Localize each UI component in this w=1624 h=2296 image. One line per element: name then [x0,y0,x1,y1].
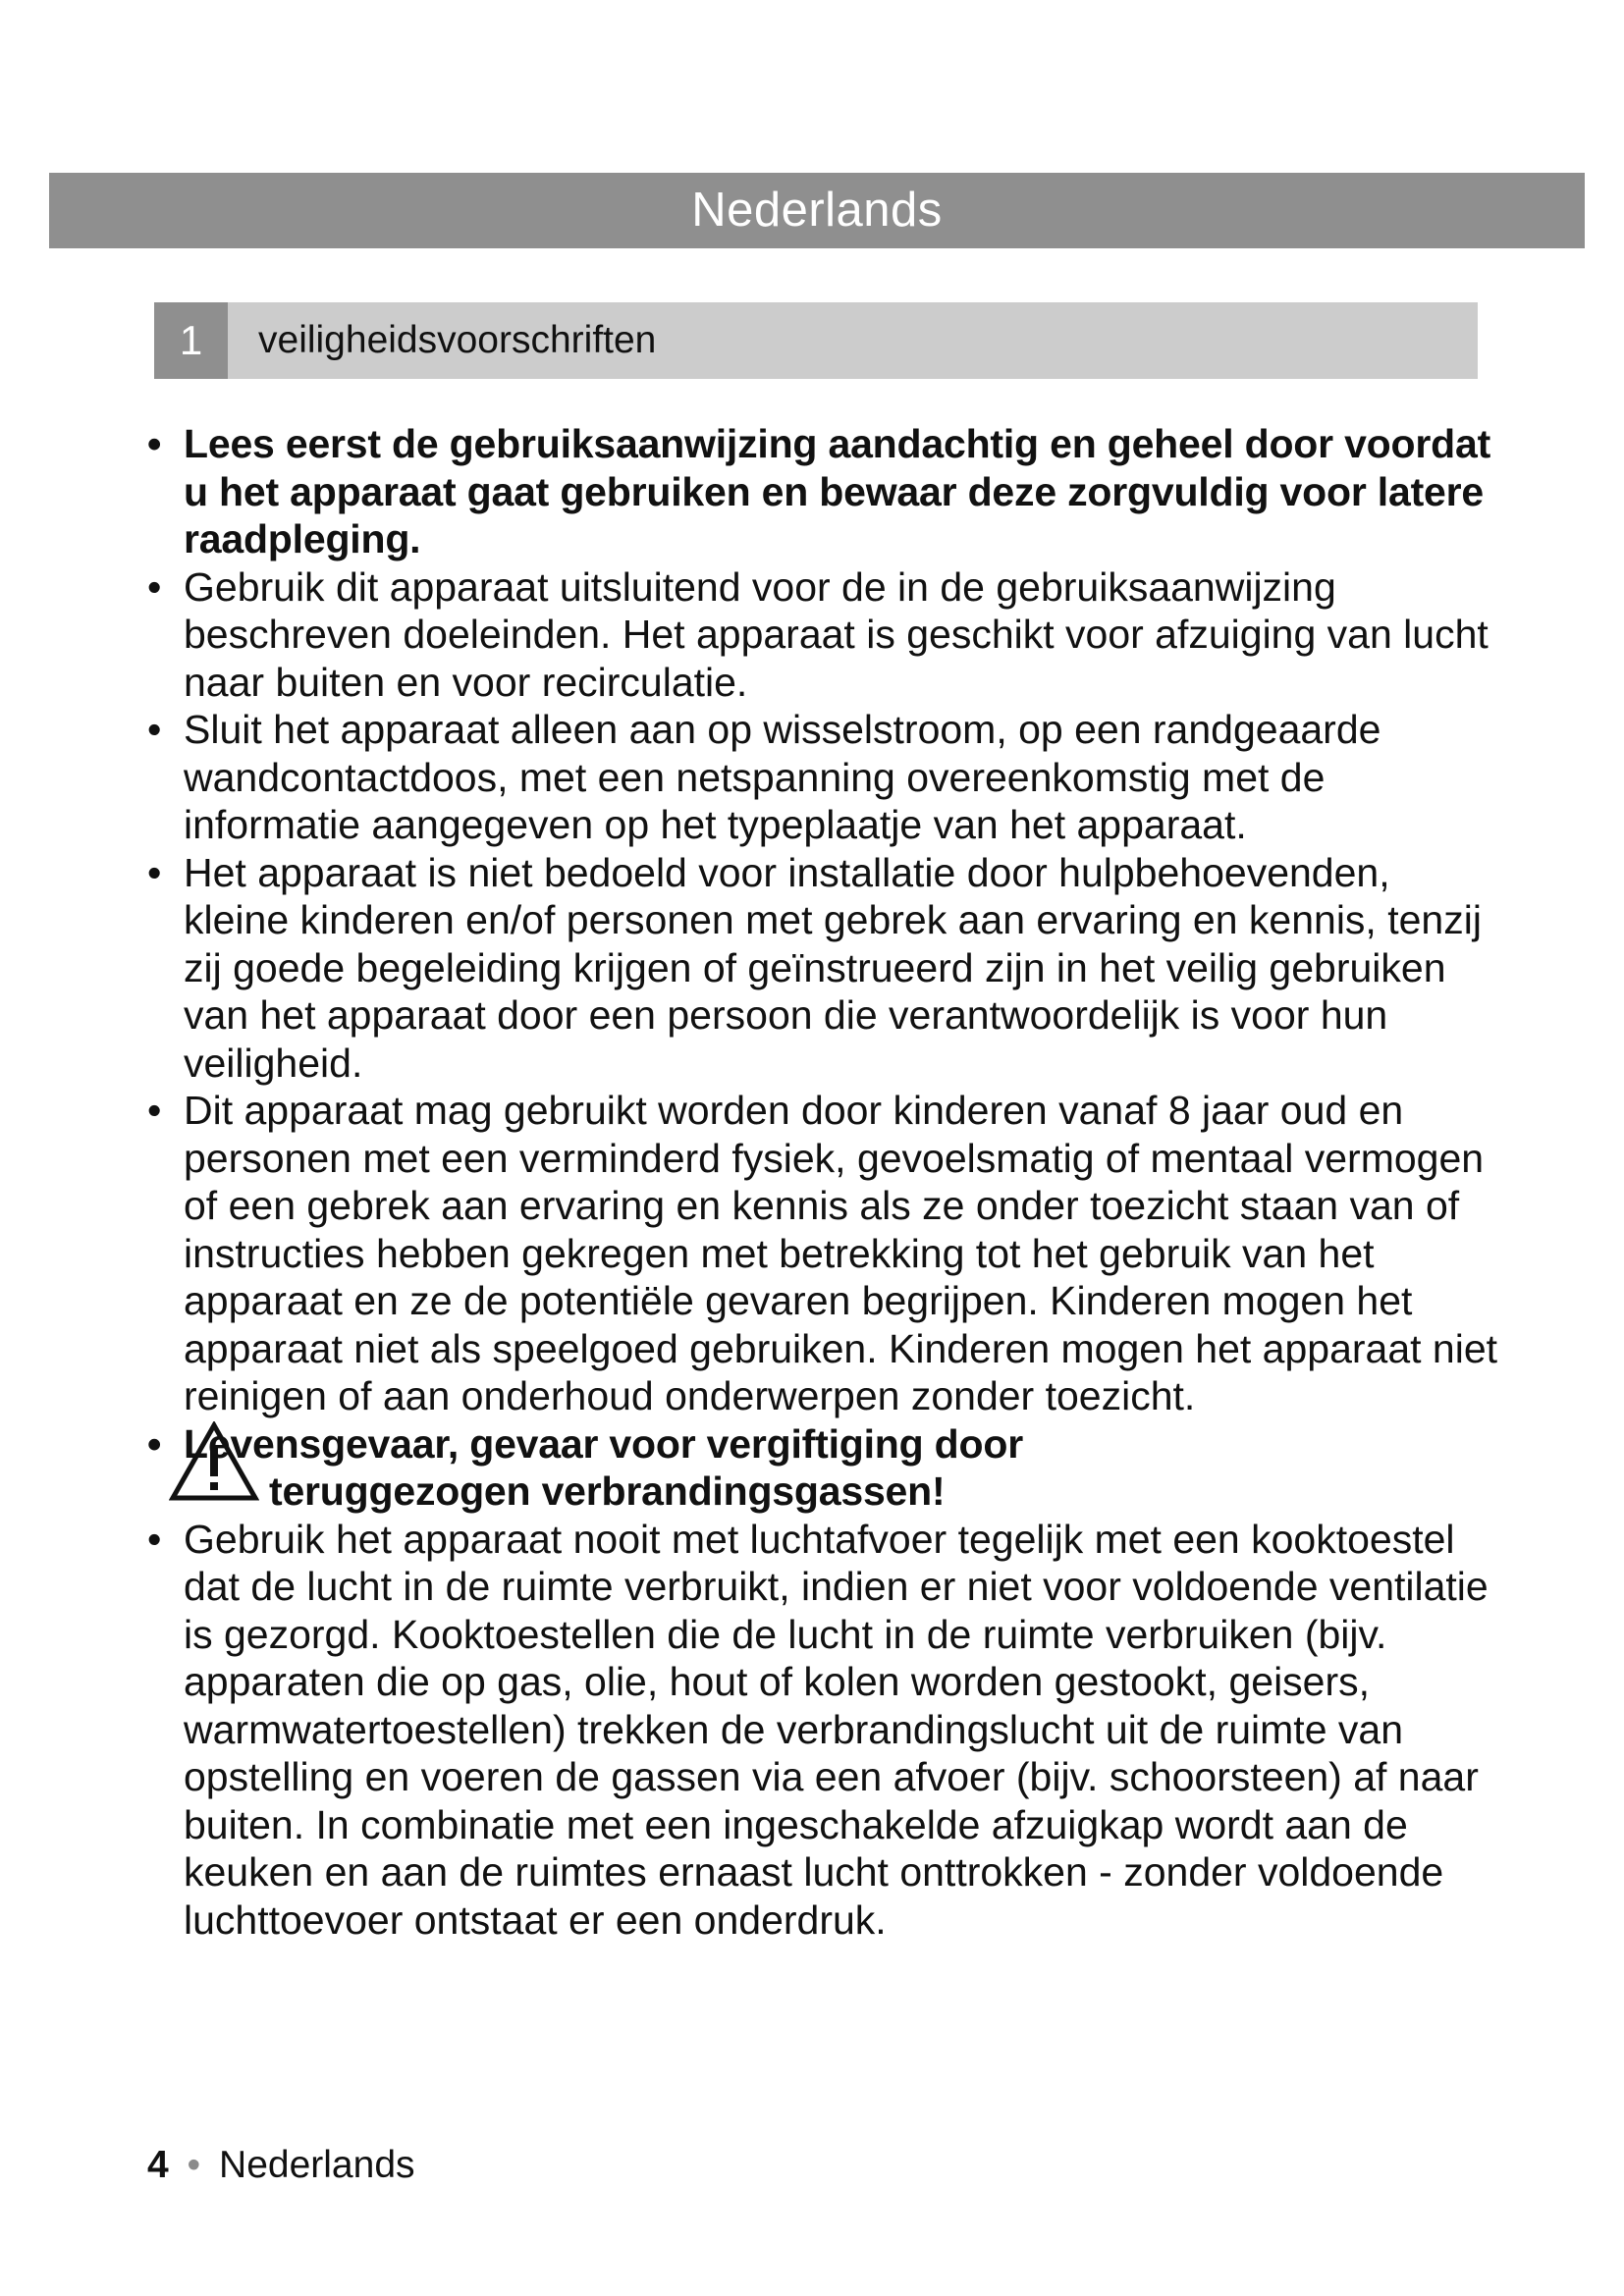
list-item-text: Dit apparaat mag gebruikt worden door kinderen vanaf 8 jaar oud en personen met een verminderd fysiek, gevoelsmatig of mentaal vermogen of een gebrek aan ervaring en kennis als ze onder toezicht staan van of instructies hebben gekregen met betrekking tot het gebruik van het apparaat en ze de potentiële gevaren begrijpen. Kinderen mogen het apparaat niet als speelgoed gebruiken. Kinderen mogen het apparaat niet reinigen of aan onderhoud onderwerpen zonder toezicht. [184,1088,1498,1418]
section-title: veiligheidsvoorschriften [258,319,657,361]
bullet: • [147,1420,162,1467]
section-number: 1 [154,302,228,379]
bullet: • [147,421,162,466]
list-item-danger-warning [147,1420,1502,1516]
warning-text-line1: Levensgevaar, gevaar voor vergiftiging door [184,1420,1023,1467]
warning-text-line2: teruggezogen verbrandingsgassen! [269,1468,946,1514]
bullet: • [147,707,162,752]
list-item-intended-use [147,563,1502,707]
bullet: • [147,849,162,895]
list-item-children [147,1087,1502,1420]
bullet: • [147,563,162,610]
section-heading-bar [154,302,1478,379]
language-header [49,173,1585,248]
list-item-read-manual [147,420,1502,563]
list-item-text: Het apparaat is niet bedoeld voor installatie door hulpbehoevenden, kleine kinderen en/of personen met gebrek aan ervaring en kennis, tenzij zij goede begeleiding krijgen of geïnstrueerd zijn in het veilig gebruiken van het apparaat door een persoon die verantwoordelijk is voor hun veiligheid. [184,849,1482,1086]
list-item-text: Gebruik het apparaat nooit met luchtafvoer tegelijk met een kooktoestel dat de lucht in de ruimte verbruikt, indien er niet voor voldoende ventilatie is gezorgd. Kooktoestellen die de lucht in de ruimte verbruiken (bijv. apparaten die op gas, olie, hout of kolen worden gestookt, geisers, warmwatertoestellen) trekken de verbrandingslucht uit de ruimte van opstelling en voeren de gassen via een afvoer (bijv. schoorsteen) af naar buiten. In combinatie met een ingeschakelde afzuigkap wordt aan de keuken en aan de ruimtes ernaast lucht onttrokken - zonder voldoende luchttoevoer ontstaat er een onderdruk. [184,1516,1489,1943]
list-item-installation [147,849,1502,1088]
language-header-text: Nederlands [691,184,943,237]
list-item-text: Gebruik dit apparaat uitsluitend voor de in de gebruiksaanwijzing beschreven doeleinden. Het apparaat is geschikt voor afzuiging van lucht naar buiten en voor recirculatie. [184,563,1489,705]
bullet: • [147,1088,162,1133]
list-item-text: Lees eerst de gebruiksaanwijzing aandachtig en geheel door voordat u het apparaat gaat gebruiken en bewaar deze zorgvuldig voor latere raadpleging. [184,421,1491,561]
safety-instructions-list [147,420,1502,1944]
list-item-text: Sluit het apparaat alleen aan op wisselstroom, op een randgeaarde wandcontactdoos, met een netspanning overeenkomstig met de informatie aangegeven op het typeplaatje van het apparaat. [184,707,1381,847]
list-item-power-connection [147,706,1502,849]
footer-language: Nederlands [219,2144,415,2186]
footer-separator: • [187,2144,201,2186]
page-footer [147,2142,415,2189]
bullet: • [147,1516,162,1562]
page-number: 4 [147,2144,169,2186]
list-item-ventilation [147,1516,1502,1945]
